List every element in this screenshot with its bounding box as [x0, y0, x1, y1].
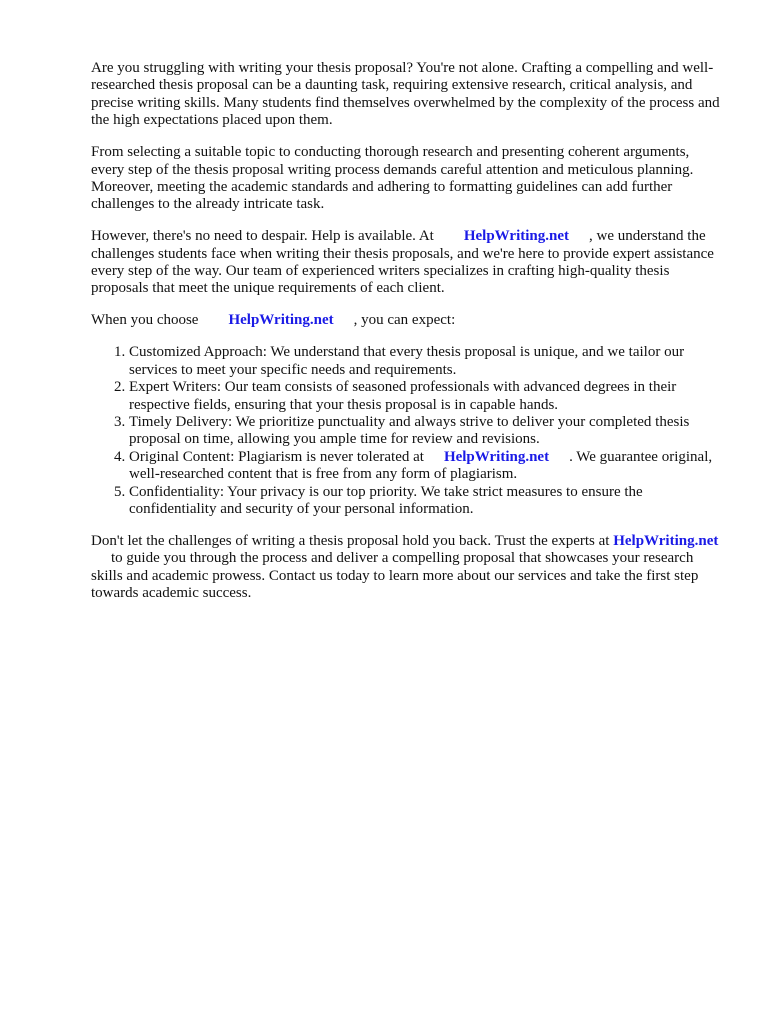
helpwriting-link[interactable]: HelpWriting.net [613, 532, 719, 549]
paragraph-expect [91, 312, 721, 329]
paragraph-closing [91, 533, 721, 603]
paragraph-help-lead: However, there's no need to despair. Help is available. At [91, 228, 434, 245]
list-item: 3. Timely Delivery: We prioritize punctuality and always strive to deliver your completed thesis proposal on time, allowing you ample time for review and revisions. [129, 414, 721, 449]
list-item: 1. Customized Approach: We understand that every thesis proposal is unique, and we tailor our services to meet your specific needs and requirements. [129, 344, 721, 379]
paragraph-intro: Are you struggling with writing your thesis proposal? You're not alone. Crafting a compelling and well-researched thesis proposal can be a daunting task, requiring extensive research, critical analysis, and precise writing skills. Many students find themselves overwhelmed by the complexity of the process and the high expectations placed upon them. [91, 60, 720, 129]
benefits-list [91, 344, 721, 518]
helpwriting-link[interactable]: HelpWriting.net [443, 448, 550, 465]
paragraph-closing-lead: Don't let the challenges of writing a thesis proposal hold you back. Trust the experts at [91, 532, 610, 549]
paragraph-expect-rest: , you can expect: [353, 312, 456, 329]
helpwriting-link[interactable]: HelpWriting.net [228, 312, 334, 329]
paragraph-closing-rest: to guide you through the process and deliver a compelling proposal that showcases your research skills and academic prowess. Contact us today to learn more about our services and take the first step towards academic success. [91, 550, 699, 602]
paragraph-challenges: From selecting a suitable topic to conducting thorough research and presenting coherent arguments, every step of the thesis proposal writing process demands careful attention and meticulous planning. Moreover, meeting the academic standards and adhering to formatting guidelines can add further challenges to the already intricate task. [91, 144, 694, 213]
list-item: 5. Confidentiality: Your privacy is our top priority. We take strict measures to ensure the confidentiality and security of your personal information. [129, 484, 721, 519]
list-item [129, 449, 721, 484]
list-item-lead: Original Content: Plagiarism is never tolerated at [129, 448, 424, 465]
list-item-rest: . We guarantee original, well-researched content that is free from any form of plagiarism. [129, 448, 713, 483]
list-item: 2. Expert Writers: Our team consists of seasoned professionals with advanced degrees in their respective fields, ensuring that your thesis proposal is in capable hands. [129, 379, 721, 414]
helpwriting-link[interactable]: HelpWriting.net [463, 228, 569, 245]
document-body [91, 60, 721, 617]
paragraph-help-rest: , we understand the challenges students face when writing their thesis proposals, and we're here to provide expert assistance every step of the way. Our team of experienced writers specializes in crafting high-quality thesis proposals that meet the unique requirements of each client. [91, 228, 714, 297]
paragraph-help [91, 228, 721, 298]
paragraph-expect-lead: When you choose [91, 312, 199, 329]
